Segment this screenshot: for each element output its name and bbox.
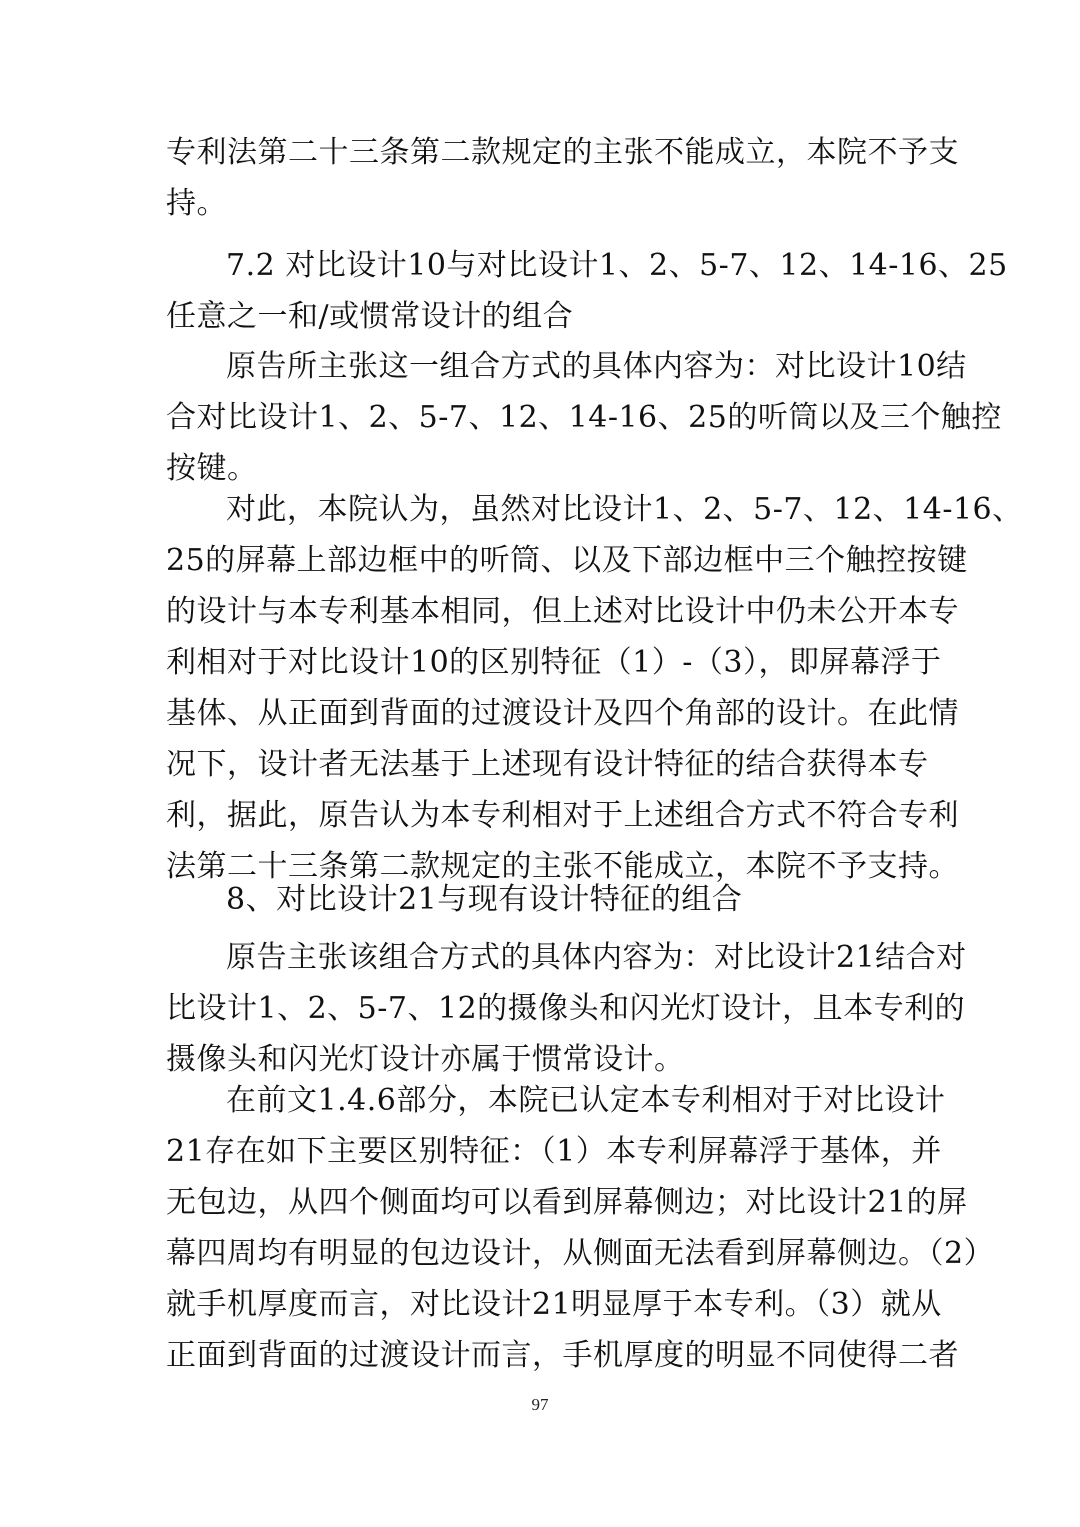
text-line: 任意之一和/或惯常设计的组合 [166,299,574,334]
text-line: 21存在如下主要区别特征：（1）本专利屏幕浮于基体，并 [166,1134,942,1169]
text-line: 原告主张该组合方式的具体内容为：对比设计21结合对 [226,940,967,975]
text-line: 正面到背面的过渡设计而言，手机厚度的明显不同使得二者 [166,1338,959,1373]
section-heading-8 [166,874,918,925]
text-line: 利，据此，原告认为本专利相对于上述组合方式不符合专利 [166,798,959,833]
paragraph [166,341,1002,494]
text-line: 基体、从正面到背面的过渡设计及四个角部的设计。在此情 [166,696,959,731]
text-line: 无包边，从四个侧面均可以看到屏幕侧边；对比设计21的屏 [166,1185,968,1220]
text-line: 法第二十三条第二款规定的主张不能成立，本院不予支持。 [166,849,959,884]
text-line: 况下，设计者无法基于上述现有设计特征的结合获得本专 [166,747,929,782]
text-line: 摄像头和闪光灯设计亦属于惯常设计。 [166,1042,685,1077]
page-number: 97 [531,1395,549,1414]
text-line: 就手机厚度而言，对比设计21明显厚于本专利。（3）就从 [166,1287,942,1322]
text-line: 合对比设计1、2、5-7、12、14-16、25的听筒以及三个触控 [166,400,1002,435]
text-line: 8、对比设计21与现有设计特征的组合 [226,882,743,917]
text-line: 持。 [166,186,227,221]
text-line: 幕四周均有明显的包边设计，从侧面无法看到屏幕侧边。（2） [166,1236,995,1271]
text-line: 利相对于对比设计10的区别特征（1）-（3），即屏幕浮于 [166,645,942,680]
text-line: 对此，本院认为，虽然对比设计1、2、5-7、12、14-16、 [226,492,1023,527]
text-line: 7.2 对比设计10与对比设计1、2、5-7、12、14-16、25 [226,248,1008,283]
text-line: 25的屏幕上部边框中的听筒、以及下部边框中三个触控按键 [166,543,968,578]
text-line: 按键。 [166,451,258,486]
text-line: 原告所主张这一组合方式的具体内容为：对比设计10结 [226,349,967,384]
paragraph [166,1075,995,1381]
paragraph [166,932,967,1085]
paragraph [166,127,959,229]
section-heading-7-2 [166,240,1008,342]
text-line: 专利法第二十三条第二款规定的主张不能成立，本院不予支 [166,135,959,170]
text-line: 的设计与本专利基本相同，但上述对比设计中仍未公开本专 [166,594,959,629]
paragraph [166,484,1023,892]
text-line: 比设计1、2、5-7、12的摄像头和闪光灯设计，且本专利的 [166,991,966,1026]
text-line: 在前文1.4.6部分，本院已认定本专利相对于对比设计 [226,1083,946,1118]
